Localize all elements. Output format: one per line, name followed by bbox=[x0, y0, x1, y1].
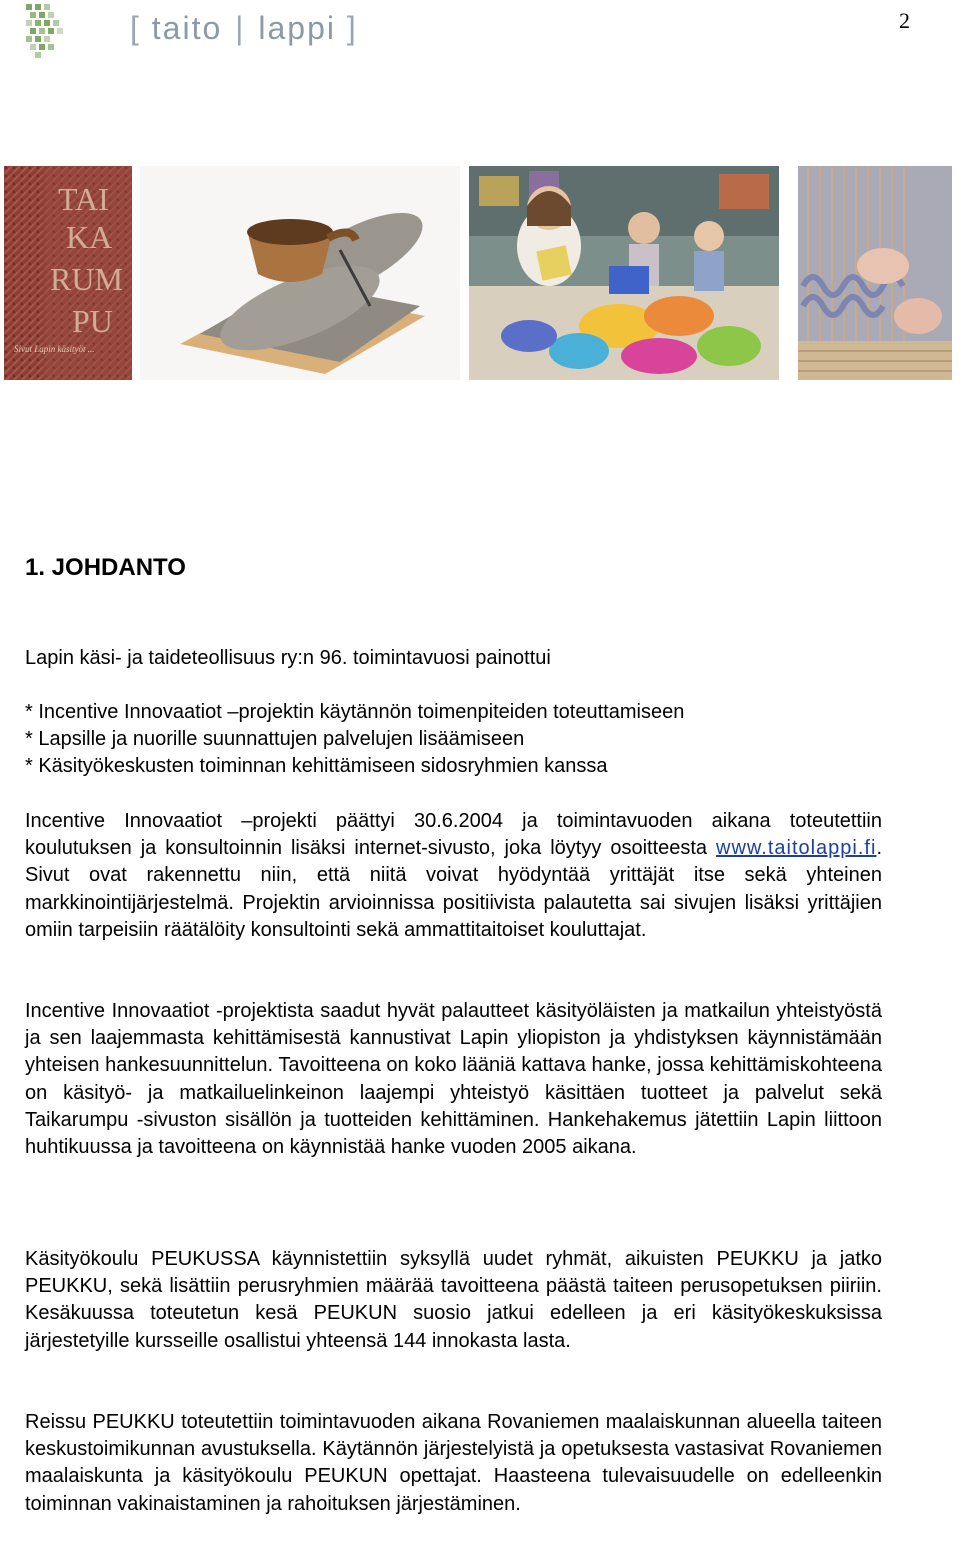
logo-word-lappi: lappi bbox=[258, 10, 336, 46]
cover-subtitle: Sivut Lapin käsityöt ... bbox=[14, 344, 95, 354]
cover-text-line: RUM bbox=[50, 261, 123, 297]
logo-mark-icon bbox=[22, 2, 86, 60]
taikarumpu-book-cover-photo bbox=[4, 166, 132, 380]
paragraph-project-feedback: Incentive Innovaatiot -projektista saadut hyvät palautteet käsityöläisten ja matkailun yhteistyöstä ja sen laajemmasta kehittämisestä kannustivat Lapin yliopiston ja yhdistyksen käynnistämään yhteisen hankesuunnittelun. Tavoitteena on koko lääniä kattava hanke, jossa kehittämiskohteena on käsityö- ja matkailuelinkeinon laajempi yhteistyö käsittäen tuotteet ja palvelut sekä Taikarumpu -sivuston sisällön ja tuotteiden kehittäminen. Hankehakemus jätettiin Lapin liittoon huhtikuussa ja tavoitteena on käynnistää hanke vuoden 2005 aikana. bbox=[25, 1000, 882, 1159]
website-link[interactable]: www.taitolappi.fi bbox=[716, 837, 877, 860]
paragraph-peukku-school: Käsityökoulu PEUKUSSA käynnistettiin syksyllä uudet ryhmät, aikuisten PEUKKU ja jatko PEUKKU, sekä lisättiin perusryhmien määrää tavoitteena päästä taiteen perusopetuksen piiriin. Kesäkuussa toteutetun kesä PEUKUN suosio jatkui edelleen ja eri käsityökeskuksissa järjestetyille kursseille osallistui yhteensä 144 innokasta lasta. bbox=[25, 1248, 882, 1352]
list-item: * Käsityökeskusten toiminnan kehittämiseen sidosryhmien kanssa bbox=[25, 755, 608, 778]
wooden-cup-and-felt-insoles-photo bbox=[140, 166, 460, 380]
logo-wordmark bbox=[130, 10, 358, 47]
hands-weaving-loom-photo bbox=[798, 166, 952, 380]
cover-text-line: TAI bbox=[58, 181, 109, 217]
paragraph-text: Incentive Innovaatiot –projekti päättyi 30.6.2004 ja toimintavuoden aikana toteutettiin koulutuksen ja konsultoinnin lisäksi internet-sivusto, joka löytyy osoitteesta bbox=[25, 810, 882, 860]
taito-lappi-logo bbox=[22, 2, 362, 60]
paragraph-incentive-project bbox=[25, 808, 882, 944]
paragraph-reissu-peukku: Reissu PEUKKU toteutettiin toimintavuoden aikana Rovaniemen maalaiskunnan alueella taiteen keskustoimikunnan avustuksella. Käytännön järjestelyistä ja opetuksesta vastasivat Rovaniemen maalaiskunta ja käsityökoulu PEUKUN opettajat. Haasteena tulevaisuudelle on edelleenkin toiminnan vakinaistaminen ja rahoituksen järjestäminen. bbox=[25, 1411, 882, 1515]
bullet-list bbox=[25, 699, 882, 781]
page-number: 2 bbox=[899, 8, 910, 33]
cover-text-line: PU bbox=[72, 303, 113, 339]
list-item: * Lapsille ja nuorille suunnattujen palvelujen lisäämiseen bbox=[25, 728, 525, 751]
cover-text-line: KA bbox=[66, 219, 113, 255]
intro-text: Lapin käsi- ja taideteollisuus ry:n 96. toimintavuosi painottui bbox=[25, 647, 551, 669]
children-crafting-wool-photo bbox=[469, 166, 779, 380]
paragraph-text: . Sivut ovat rakennettu niin, että niitä voivat hyödyntää yrittäjät itse sekä yhteinen markkinointijärjestelmä. Projektin arvioinnissa positiivista palautetta sai sivujen lisäksi yrittäjien omiin tarpeisiin räätälöity konsultointi sekä ammattitaitoiset kouluttajat. bbox=[25, 837, 882, 941]
logo-bracket-close: ] bbox=[346, 10, 358, 46]
list-item: * Incentive Innovaatiot –projektin käytännön toimenpiteiden toteuttamiseen bbox=[25, 701, 685, 723]
logo-word-taito: taito bbox=[151, 10, 223, 46]
photo-strip bbox=[0, 166, 960, 381]
logo-separator: | bbox=[235, 10, 246, 46]
section-heading: 1. JOHDANTO bbox=[25, 554, 186, 581]
logo-bracket-open: [ bbox=[130, 10, 141, 46]
